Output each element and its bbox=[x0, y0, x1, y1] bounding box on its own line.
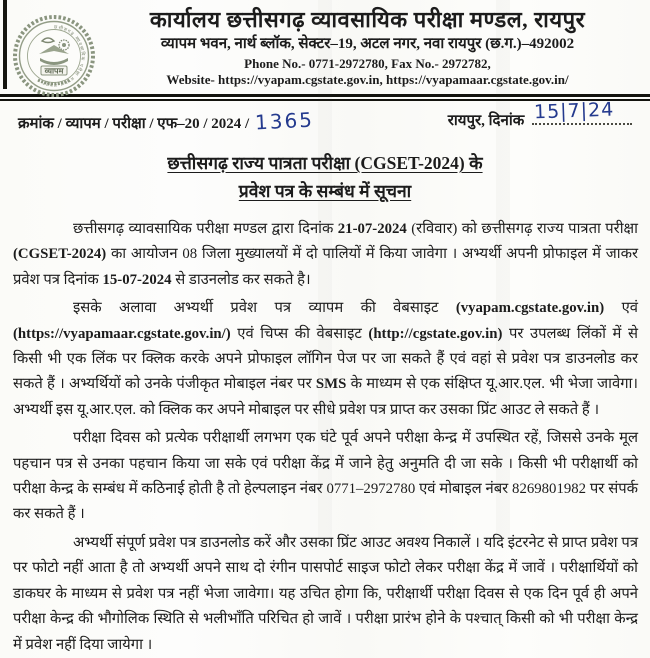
place-date bbox=[447, 98, 636, 130]
notice-paragraph: अभ्यर्थी संपूर्ण प्रवेश पत्र डाउनलोड करें और उसका प्रिंट आउट अवश्य निकालें । यदि इंटरनेट से प्राप्त प्रवेश पत्र पर फोटो नहीं आता है तो अभ्यर्थी अपने साथ दो रंगीन पासपोर्ट साइज फोटो लेकर परीक्षा केंद्र में जावें । परीक्षार्थियों को डाकघर के माध्यम से प्रवेश पत्र नहीं भेजा जावेगा। यह उचित होगा कि, परीक्षार्थी परीक्षा दिवस से एक दिन पूर्व ही अपने परीक्षा केन्द्र की भौगोलिक स्थिति से भलीभाँति परिचित हो जावें । परीक्षा प्रारंभ होने के पश्चात् किसी को भी परीक्षा केन्द्र में प्रवेश नहीं दिया जायेगा । bbox=[13, 534, 638, 653]
reference-prefix: क्रमांक / व्यापम / परीक्षा / एफ–20 / 2024 / bbox=[18, 116, 250, 132]
phone-fax-line: Phone No.- 0771-2972780, Fax No.- 2972782, bbox=[244, 56, 491, 71]
reference-number bbox=[18, 109, 314, 133]
notice-title-line2: प्रवेश पत्र के सम्बंध में सूचना bbox=[238, 181, 412, 201]
org-name: कार्यालय छत्तीसगढ़ व्यावसायिक परीक्षा मण्डल, रायपुर bbox=[149, 7, 586, 32]
handwritten-date: 15|7|24 bbox=[533, 98, 615, 124]
date-dotted-line bbox=[532, 98, 632, 125]
svg-text:व्यापम: व्यापम bbox=[44, 66, 64, 76]
letterhead bbox=[0, 0, 650, 88]
page-border-fragment bbox=[3, 0, 7, 89]
svg-text:छत्तीसगढ़ व्यावसायिक परीक्षा म: छत्तीसगढ़ व्यावसायिक परीक्षा मण्डल रायपुर bbox=[41, 25, 85, 87]
notice-paragraph: इसके अलावा अभ्यर्थी प्रवेश पत्र व्यापम की वेबसाइट (vyapam.cgstate.gov.in) एवं (https://vyapamaar.cgstate.gov.in/) एवं चिप्स की वेबसाइट (http://cgstate.gov.in) पर उपलब्ध लिंकों में से किसी भी एक लिंक पर क्लिक करके अपने प्रोफाइल लॉगिन पेज पर जा सकते हैं एवं वहां से प्रवेश पत्र डाउनलोड कर सकते हैं । अभ्यर्थियों को उनके पंजीकृत मोबाइल नंबर पर SMS के माध्यम से एक संक्षिप्त यू.आर.एल. भी भेजा जावेगा। अभ्यर्थी इस यू.आर.एल. को क्लिक कर अपने मोबाइल पर सीधे प्रवेश पत्र प्राप्त कर उसका प्रिंट आउट ले सकते हैं । bbox=[13, 300, 638, 418]
vyapam-seal-icon bbox=[12, 14, 96, 98]
notice-body bbox=[0, 217, 650, 658]
notice-paragraph: छत्तीसगढ़ व्यावसायिक परीक्षा मण्डल द्वारा दिनांक 21-07-2024 (रविवार) को छत्तीसगढ़ राज्य पात्रता परीक्षा (CGSET-2024) का आयोजन 08 जिला मुख्यालयों में दो पालियों में किया जावेगा । अभ्यर्थी अपनी प्रोफाइल में जाकर प्रवेश पत्र दिनांक 15-07-2024 से डाउनलोड कर सकते है। bbox=[13, 221, 638, 288]
notice-title bbox=[0, 149, 650, 205]
handwritten-ref-number: 1365 bbox=[254, 107, 315, 135]
reference-row bbox=[0, 98, 650, 135]
notice-paragraph: परीक्षा दिवस को प्रत्येक परीक्षार्थी लगभग एक घंटे पूर्व अपने परीक्षा केन्द्र में उपस्थित रहें, जिससे उनके मूल पहचान पत्र से उनका पहचान किया जा सके एवं परीक्षा केंद्र में जाने हेतु अनुमति दी जा सके । किसी भी परीक्षार्थी को परीक्षा केन्द्र के सम्बंध में कठिनाई होती है तो हेल्पलाइन नंबर 0771–2972780 एवं मोबाइल नंबर 8269801982 पर संपर्क कर सकते हैं । bbox=[13, 430, 638, 523]
website-line: Website- https://vyapam.cgstate.gov.in, https://vyapamaar.cgstate.gov.in/ bbox=[166, 72, 569, 87]
notice-title-line1: छत्तीसगढ़ राज्य पात्रता परीक्षा (CGSET-2024) के bbox=[167, 153, 483, 173]
place-date-label: रायपुर, दिनांक bbox=[447, 113, 525, 129]
org-address: व्यापम भवन, नार्थ ब्लॉक, सेक्टर–19, अटल नगर, नवा रायपुर (छ.ग.)–492002 bbox=[160, 36, 575, 52]
